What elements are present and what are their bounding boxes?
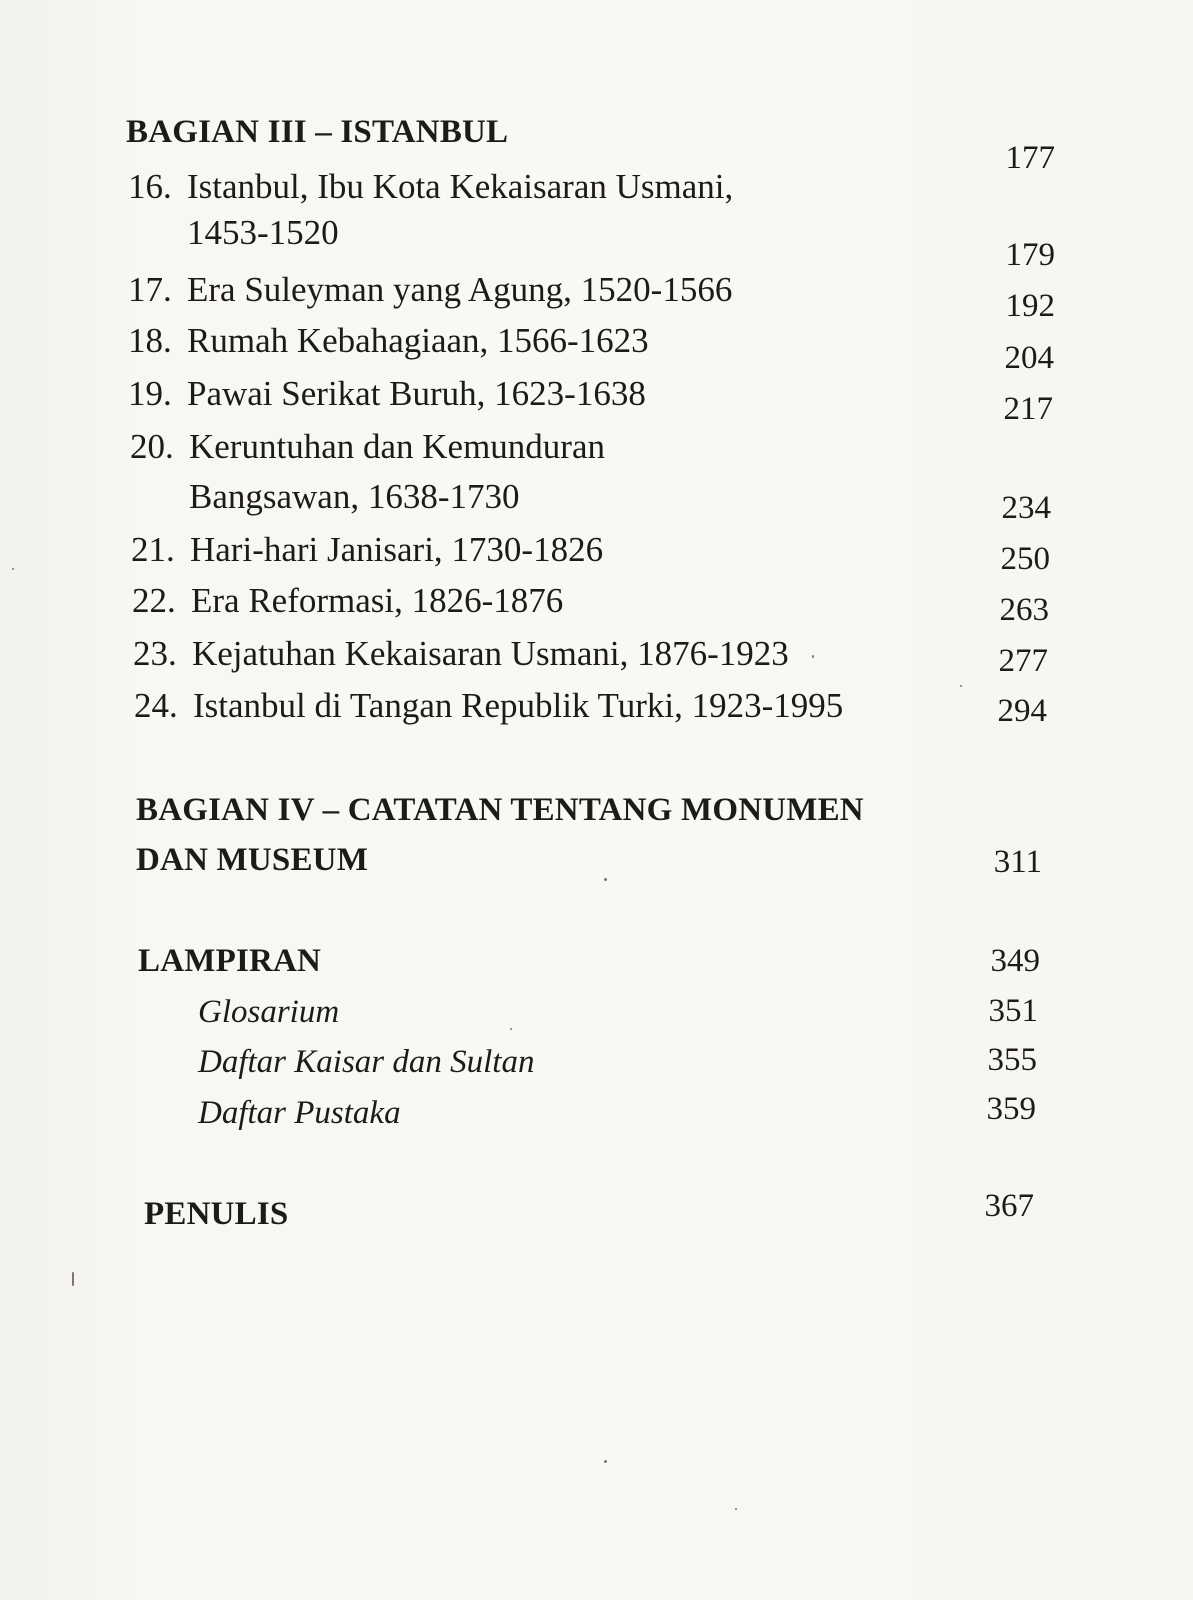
appendix-item-bibliography: Daftar Pustaka xyxy=(198,1095,401,1131)
chapter-20-number: 20. xyxy=(130,427,174,466)
scan-speck xyxy=(604,1460,607,1463)
appendix-page: 349 xyxy=(990,943,1040,979)
chapter-23-number: 23. xyxy=(133,634,177,673)
chapter-21-title: Hari-hari Janisari, 1730-1826 xyxy=(190,530,604,569)
scan-speck xyxy=(604,878,607,881)
chapter-16-title: Istanbul, Ibu Kota Kekaisaran Usmani, xyxy=(187,167,734,206)
appendix-item-glossary: Glosarium xyxy=(198,994,340,1030)
appendix-item-bibliography-page: 359 xyxy=(986,1091,1036,1127)
part-4-title: BAGIAN IV – CATATAN TENTANG MONUMEN xyxy=(136,792,864,828)
appendix-item-emperors: Daftar Kaisar dan Sultan xyxy=(198,1044,535,1080)
chapter-24-number: 24. xyxy=(134,686,178,725)
chapter-17-number: 17. xyxy=(128,270,172,309)
appendix-item-glossary-page: 351 xyxy=(988,993,1038,1029)
chapter-19-title: Pawai Serikat Buruh, 1623-1638 xyxy=(187,374,646,413)
chapter-18-page: 204 xyxy=(1004,340,1054,376)
chapter-19-number: 19. xyxy=(128,374,172,413)
chapter-16-title-cont: 1453-1520 xyxy=(187,213,339,252)
chapter-22-page: 263 xyxy=(999,592,1049,628)
part-3-page: 177 xyxy=(1005,140,1055,176)
part-4-title-cont: DAN MUSEUM xyxy=(136,842,369,878)
chapter-22-title: Era Reformasi, 1826-1876 xyxy=(191,581,564,620)
chapter-22-number: 22. xyxy=(132,581,176,620)
scan-speck xyxy=(735,1508,737,1510)
chapter-23-title: Kejatuhan Kekaisaran Usmani, 1876-1923 xyxy=(192,634,789,673)
chapter-17-page: 192 xyxy=(1005,288,1055,324)
chapter-21-number: 21. xyxy=(131,530,175,569)
chapter-23-page: 277 xyxy=(998,643,1048,679)
author-title: PENULIS xyxy=(144,1196,289,1232)
chapter-16-page: 179 xyxy=(1005,237,1055,273)
chapter-20-title-cont: Bangsawan, 1638-1730 xyxy=(189,477,520,516)
scan-speck xyxy=(72,1272,74,1286)
chapter-17-title: Era Suleyman yang Agung, 1520-1566 xyxy=(187,270,733,309)
chapter-18-title: Rumah Kebahagiaan, 1566-1623 xyxy=(187,321,649,360)
chapter-20-page: 234 xyxy=(1001,490,1051,526)
chapter-24-title: Istanbul di Tangan Republik Turki, 1923-1995 xyxy=(193,686,844,725)
author-page: 367 xyxy=(984,1188,1034,1224)
part-3-title: BAGIAN III – ISTANBUL xyxy=(126,114,509,150)
chapter-20-title: Keruntuhan dan Kemunduran xyxy=(189,427,605,466)
scan-speck xyxy=(960,685,962,687)
scan-speck xyxy=(812,655,814,658)
part-4-page: 311 xyxy=(993,844,1042,880)
chapter-16-number: 16. xyxy=(128,167,172,206)
scan-speck xyxy=(510,1028,512,1030)
appendix-item-emperors-page: 355 xyxy=(987,1042,1037,1078)
appendix-title: LAMPIRAN xyxy=(138,943,322,979)
chapter-24-page: 294 xyxy=(997,693,1047,729)
chapter-19-page: 217 xyxy=(1003,391,1053,427)
chapter-18-number: 18. xyxy=(128,321,172,360)
scan-speck xyxy=(12,568,14,570)
chapter-21-page: 250 xyxy=(1000,541,1050,577)
